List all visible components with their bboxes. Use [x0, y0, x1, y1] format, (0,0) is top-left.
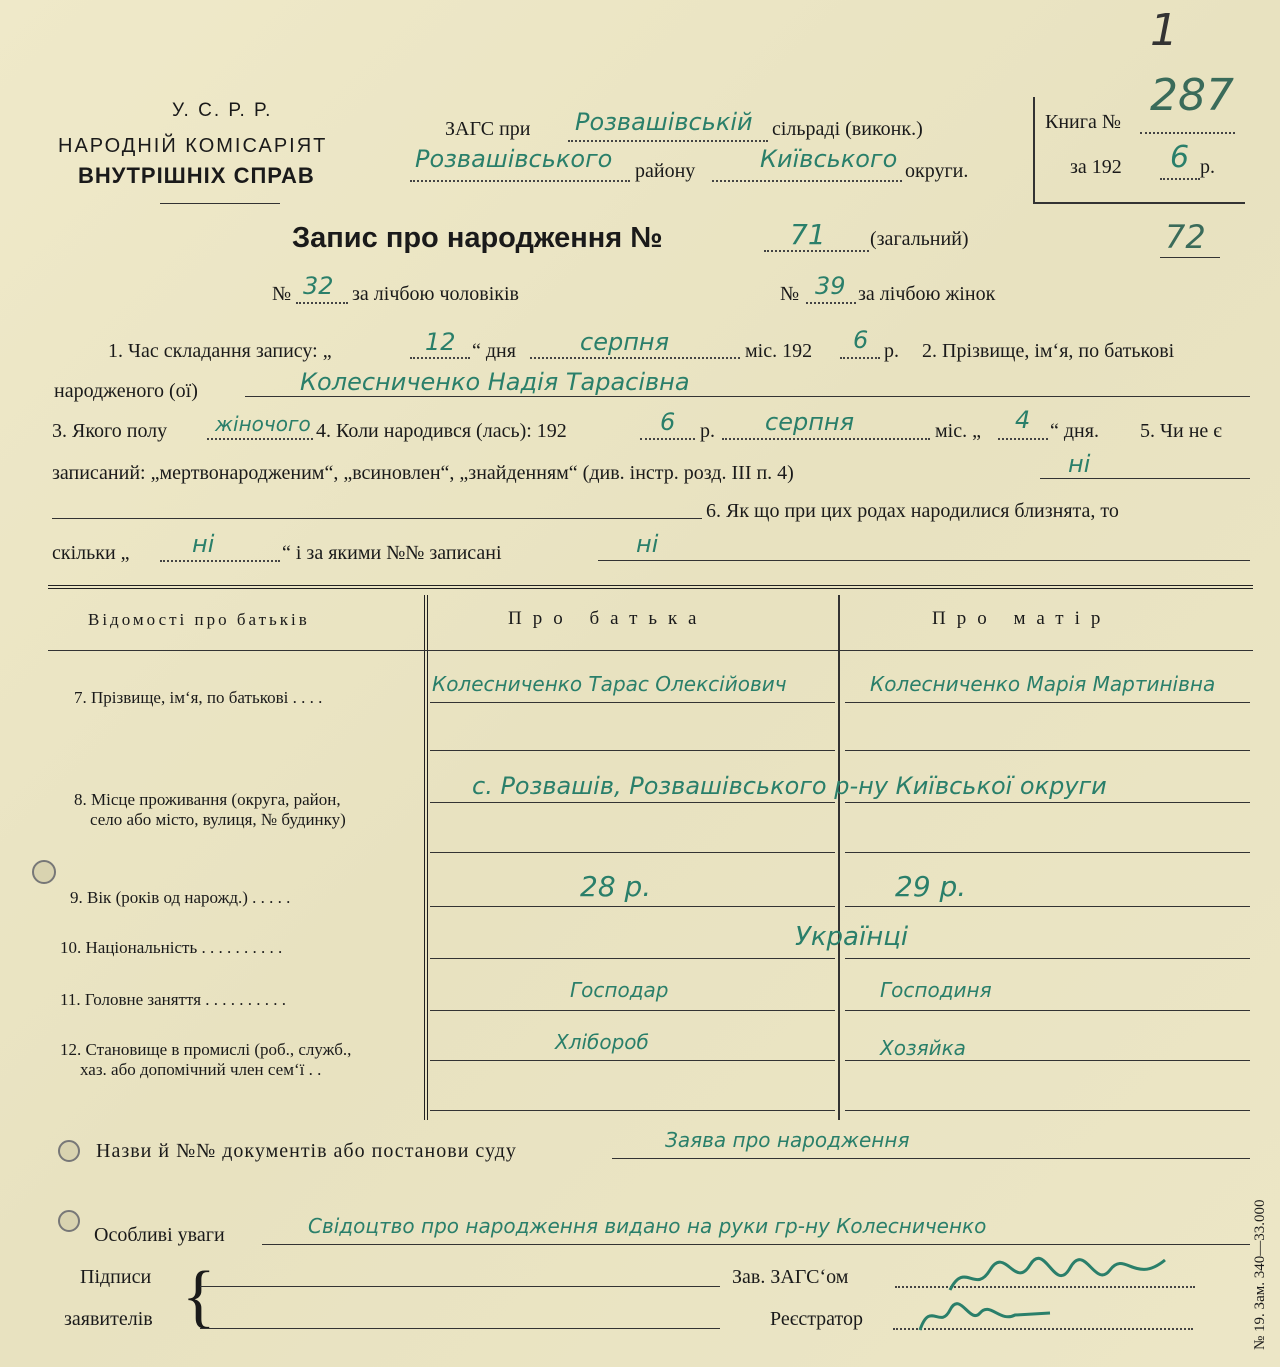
row7-line2-father — [430, 750, 835, 751]
row7-father: Колесниченко Тарас Олексійович — [432, 672, 787, 696]
okrug-dotted-line — [712, 180, 902, 182]
row12-line2-father — [430, 1110, 835, 1111]
district-dotted-line — [410, 180, 630, 182]
zags-okrug-value: Київського — [760, 145, 898, 173]
row12-line2-mother — [845, 1110, 1250, 1111]
row8-label-cont: село або місто, вулиця, № будинку) — [90, 810, 346, 829]
f6-twins-count: ні — [192, 530, 215, 558]
book-year-suffix: р. — [1200, 156, 1215, 178]
f6-twins-numbers: ні — [636, 530, 659, 558]
table-header-line — [48, 650, 1253, 651]
table-divider-2 — [838, 595, 840, 1120]
f4-month-word: міс. „ — [935, 420, 981, 442]
row9-line-mother — [845, 906, 1250, 907]
row7-line-father — [430, 702, 835, 703]
f1-day-word: “ дня — [472, 340, 516, 362]
side-number-underline — [1160, 257, 1220, 258]
book-year-line — [1160, 178, 1200, 180]
book-number: 287 — [1150, 70, 1234, 121]
record-title-suffix: (загальний) — [870, 228, 969, 250]
documents-label: Назви й №№ документів або постанови суду — [96, 1140, 517, 1162]
f4-label: 4. Коли народився (лась): 192 — [316, 420, 567, 442]
f4-year-word: р. — [700, 420, 715, 442]
notes-label: Особливі уваги — [94, 1224, 225, 1246]
f5-label-cont: записаний: „мертвонародженим“, „всиновлен“, „знайденням“ (див. інстр. розд. III п. 4) — [52, 462, 794, 484]
row11-label: 11. Головне заняття . . . . . . . . . . — [60, 990, 287, 1009]
punch-hole — [58, 1140, 80, 1162]
row11-father: Господар — [570, 978, 669, 1002]
row9-mother: 29 р. — [895, 870, 967, 903]
f4-month: серпня — [765, 408, 855, 436]
book-year-digit: 6 — [1170, 140, 1190, 175]
row12-label: 12. Становище в промислі (роб., служб., — [60, 1040, 352, 1059]
row9-label: 9. Вік (років од нарожд.) . . . . . — [70, 888, 291, 907]
registrar-signature-label: Реєстратор — [770, 1308, 864, 1330]
men-count-line — [296, 302, 348, 304]
table-top-border — [48, 585, 1253, 589]
f1-month-line — [530, 357, 740, 359]
table-divider-1 — [424, 595, 428, 1120]
documents-line — [612, 1158, 1250, 1159]
punch-hole — [32, 860, 56, 884]
f2-label: 2. Прізвище, ім‘я, по батькові — [922, 340, 1175, 362]
f4-day-line — [998, 438, 1048, 440]
men-count-prefix: № — [272, 283, 292, 305]
f6-numbers-line — [598, 560, 1250, 561]
row7-label: 7. Прізвище, ім‘я, по батькові . . . . — [74, 688, 323, 707]
row10-label: 10. Національність . . . . . . . . . . — [60, 938, 283, 957]
women-count-value: 39 — [815, 272, 846, 300]
f5-continuation-line — [52, 518, 702, 519]
zags-okrug-label: округи. — [905, 160, 969, 182]
zags-district-label: району — [635, 160, 696, 182]
f4-day: 4 — [1015, 406, 1031, 434]
women-count-prefix: № — [780, 283, 800, 305]
table-header-mother: Про матір — [932, 608, 1112, 629]
f6-label: 6. Як що при цих родах народилися близнята, то — [706, 500, 1119, 522]
header-divider — [160, 203, 280, 204]
row11-line-father — [430, 1010, 835, 1011]
table-header-parents: Відомості про батьків — [88, 610, 310, 629]
record-title: Запис про народження № — [292, 222, 663, 254]
book-label: Книга № — [1045, 111, 1121, 133]
punch-hole — [58, 1210, 80, 1232]
row8-line2-father — [430, 852, 835, 853]
row12-mother: Хозяйка — [880, 1036, 966, 1060]
f4-month-line — [722, 438, 930, 440]
council-dotted-line — [568, 140, 768, 142]
f6-label-cont: скільки „ — [52, 542, 130, 564]
f1-month: серпня — [580, 328, 670, 356]
zags-district-value: Розвашівського — [415, 145, 613, 173]
row7-line-mother — [845, 702, 1250, 703]
row8-line2-mother — [845, 852, 1250, 853]
women-count-line — [806, 302, 856, 304]
row10-line-father — [430, 958, 835, 959]
zags-prefix: ЗАГС при — [445, 118, 531, 140]
registrar-signature-scribble — [915, 1295, 1055, 1340]
f3-label: 3. Якого полу — [52, 420, 168, 442]
table-header-father: Про батька — [508, 608, 708, 629]
row7-mother: Колесниченко Марія Мартинівна — [870, 672, 1216, 696]
f5-label: 5. Чи не є — [1140, 420, 1222, 442]
book-number-line — [1140, 132, 1235, 134]
row11-line-mother — [845, 1010, 1250, 1011]
f3-line — [207, 438, 313, 440]
f2-value: Колесниченко Надія Тарасівна — [300, 368, 690, 396]
f1-year-digit: 6 — [853, 326, 869, 354]
f2-label-cont: народженого (ої) — [54, 380, 198, 402]
f1-year-line — [840, 357, 880, 359]
zags-council-suffix: сільраді (виконк.) — [772, 118, 923, 140]
record-side-number: 72 — [1165, 218, 1206, 256]
f1-year-word: р. — [884, 340, 899, 362]
row12-father: Хлібороб — [555, 1030, 649, 1054]
commissariat-name: НАРОДНІЙ КОМІСАРІЯТ — [58, 135, 328, 157]
commissariat-department: ВНУТРІШНІХ СПРАВ — [78, 163, 315, 188]
applicants-signature-label: Підписи — [80, 1266, 152, 1288]
f6-label-numbers: “ і за якими №№ записані — [282, 542, 502, 564]
signature-brace: { — [182, 1258, 216, 1335]
notes-value: Свідоцтво про народження видано на руки гр-ну Колесниченко — [308, 1214, 987, 1238]
book-year-prefix: за 192 — [1070, 156, 1122, 178]
corner-number: 1 — [1150, 5, 1178, 56]
row10-nationality: Українці — [795, 922, 909, 952]
row12-line-father — [430, 1060, 835, 1061]
f4-year-digit: 6 — [660, 408, 676, 436]
f6-count-line — [160, 560, 280, 562]
head-signature-label: Зав. ЗАГС‘ом — [732, 1266, 849, 1288]
applicants-signature-label-cont: заявителів — [64, 1308, 153, 1330]
f4-day-word: “ дня. — [1050, 420, 1099, 442]
f5-value-line — [1040, 478, 1250, 479]
row7-line2-mother — [845, 750, 1250, 751]
row8-label: 8. Місце проживання (округа, район, — [74, 790, 341, 809]
f5-value: ні — [1068, 450, 1091, 478]
applicant-signature-line-1 — [200, 1286, 720, 1287]
f1-day-line — [410, 357, 470, 359]
row8-line-mother — [845, 802, 1250, 803]
row9-father: 28 р. — [580, 870, 652, 903]
row12-label-cont: хаз. або допомічний член сем‘ї . . — [80, 1060, 322, 1079]
record-number-line — [764, 250, 869, 252]
f1-month-word: міс. 192 — [745, 340, 813, 362]
applicant-signature-line-2 — [200, 1328, 720, 1329]
row11-mother: Господиня — [880, 978, 992, 1002]
zags-council-value: Розвашівській — [575, 108, 753, 136]
notes-line — [262, 1244, 1250, 1245]
record-number: 71 — [790, 218, 826, 251]
row8-address: с. Розвашів, Розвашівського р-ну Київської округи — [472, 772, 1107, 800]
row12-line-mother — [845, 1060, 1250, 1061]
men-count-label: за лічбою чоловіків — [352, 283, 519, 305]
f4-year-line — [640, 438, 695, 440]
men-count-value: 32 — [303, 272, 334, 300]
print-order-number: № 19. Зам. 340—33.000 — [1252, 1199, 1268, 1350]
row9-line-father — [430, 906, 835, 907]
f3-value: жіночого — [215, 412, 311, 436]
women-count-label: за лічбою жінок — [858, 283, 996, 305]
f2-value-line — [245, 396, 1250, 397]
row10-line-mother — [845, 958, 1250, 959]
republic-header: У. С. Р. Р. — [172, 100, 273, 121]
documents-value: Заява про народження — [665, 1128, 910, 1152]
row8-line-father — [430, 802, 835, 803]
f1-day: 12 — [425, 328, 456, 356]
f1-label: 1. Час складання запису: „ — [108, 340, 332, 362]
